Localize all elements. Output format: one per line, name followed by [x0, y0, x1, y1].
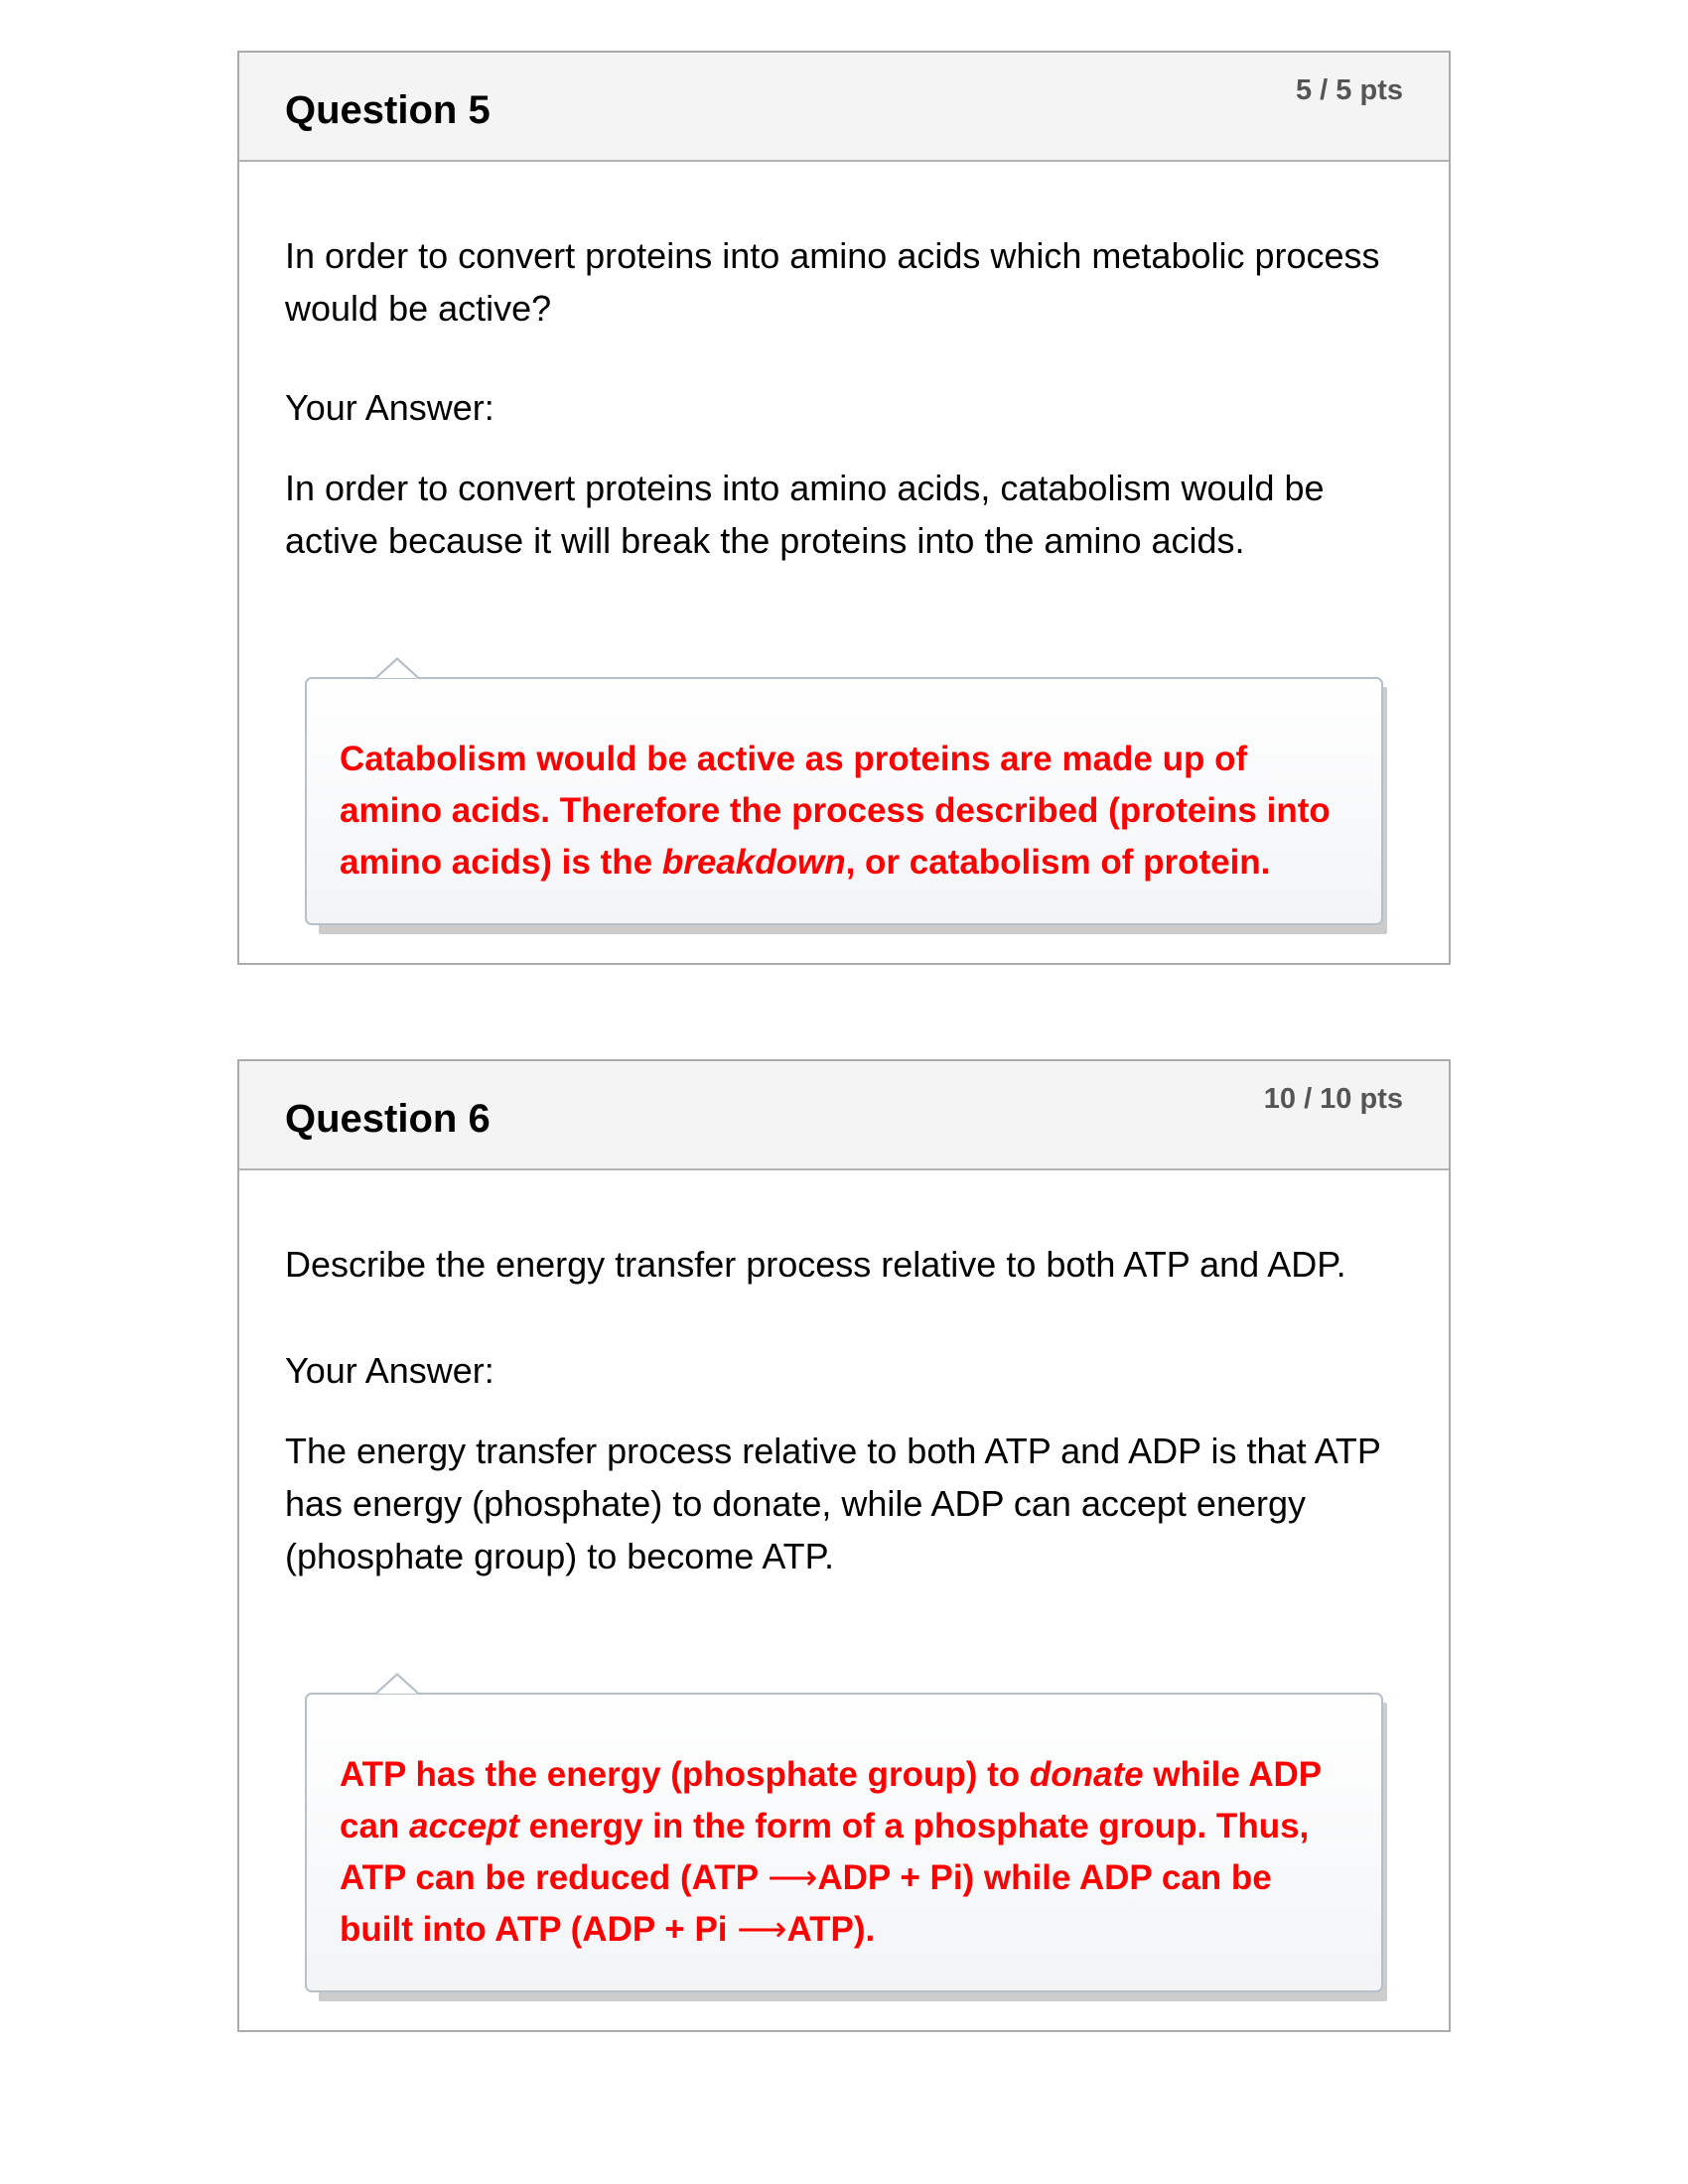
reaction-arrow-icon: ⟶ [737, 1910, 787, 1949]
feedback-segment: while ADP can [340, 1755, 1322, 1845]
question-card-5 [237, 51, 1451, 965]
feedback-segment: ADP + Pi) while ADP can be built into ATP (ADP + Pi [340, 1858, 1272, 1949]
question-prompt: Describe the energy transfer process relative to both ATP and ADP. [285, 1244, 1346, 1285]
emphasized-word: accept [409, 1807, 519, 1845]
question-points: 5 / 5 pts [1296, 74, 1403, 106]
reaction-arrow-icon: ⟶ [768, 1858, 818, 1897]
question-card-6 [237, 1059, 1451, 2032]
feedback-segment: ATP has the energy (phosphate group) to [340, 1755, 1030, 1794]
question-body [239, 1170, 1449, 2030]
callout-arrow-fill [377, 660, 417, 678]
question-body [239, 162, 1449, 963]
your-answer-label: Your Answer: [285, 1350, 494, 1391]
answer-text: In order to convert proteins into amino acids, catabolism would be active because it will break the proteins into the amino acids. [285, 468, 1325, 561]
feedback-segment: Catabolism would be active as proteins are made up of amino acids. Therefore the process described (proteins into amino acids) is the [340, 740, 1331, 882]
callout-arrow-fill [377, 1676, 417, 1694]
feedback-segment: , or catabolism of protein. [845, 843, 1271, 882]
feedback-text [340, 1749, 1353, 1956]
question-title: Question 6 [285, 1097, 491, 1141]
feedback-segment: ATP). [786, 1910, 876, 1949]
question-header [239, 53, 1449, 162]
question-title: Question 5 [285, 88, 491, 132]
question-header [239, 1061, 1449, 1170]
question-prompt: In order to convert proteins into amino acids which metabolic process would be active? [285, 235, 1380, 329]
feedback-segment: energy in the form of a phosphate group. Thus, ATP can be reduced (ATP [340, 1807, 1310, 1897]
your-answer-label: Your Answer: [285, 387, 494, 428]
emphasized-word: donate [1029, 1755, 1144, 1794]
emphasized-word: breakdown [661, 843, 846, 882]
feedback-text [340, 734, 1353, 888]
feedback-comment-box [305, 1693, 1383, 1992]
question-points: 10 / 10 pts [1263, 1083, 1403, 1115]
feedback-comment-box [305, 677, 1383, 925]
answer-text: The energy transfer process relative to both ATP and ADP is that ATP has energy (phosphate) to donate, while ADP can accept energy (phosphate group) to become ATP. [285, 1431, 1381, 1576]
